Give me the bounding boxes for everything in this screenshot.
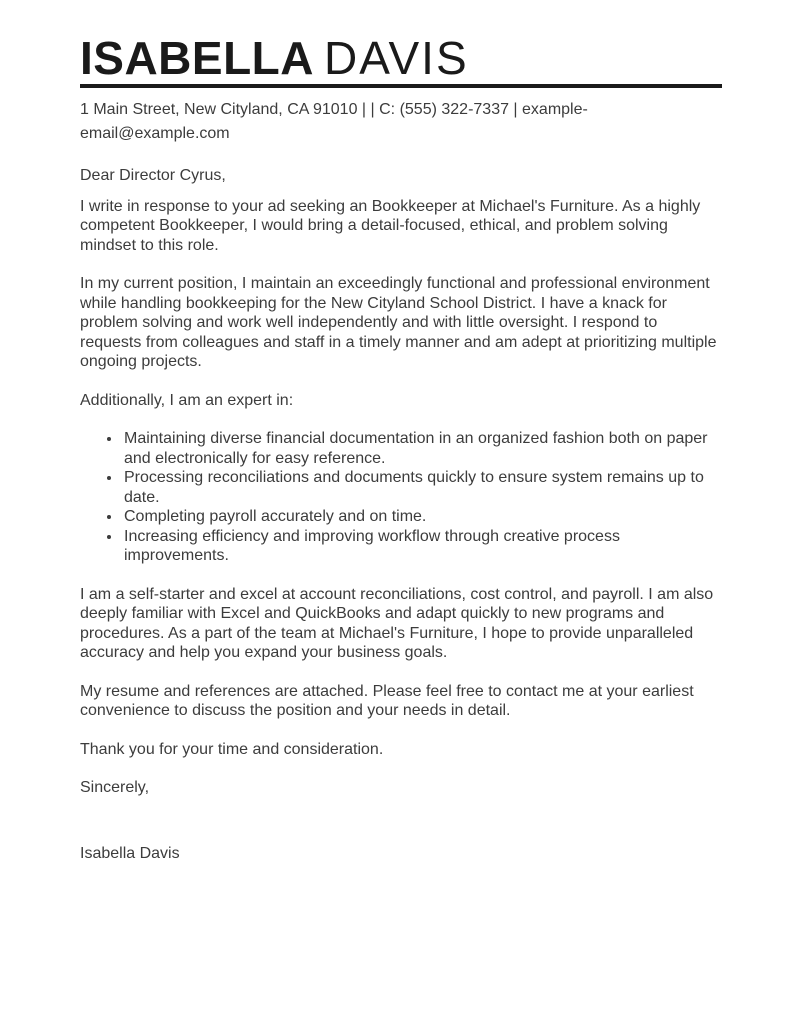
applicant-name	[80, 34, 722, 82]
letterhead	[80, 34, 722, 88]
paragraph-expert-intro: Additionally, I am an expert in:	[80, 391, 294, 409]
salutation: Dear Director Cyrus,	[80, 167, 226, 185]
paragraph-thanks: Thank you for your time and consideration.	[80, 740, 384, 758]
list-item: • Maintaining diverse financial documentation in an organized fashion both on paper and electronically for easy reference.	[122, 429, 722, 468]
list-item: • Completing payroll accurately and on time.	[122, 507, 722, 527]
paragraph-intro: I write in response to your ad seeking an Bookkeeper at Michael's Furniture. As a highly competent Bookkeeper, I would bring a detail-focused, ethical, and problem solving mindset to this role.	[80, 197, 701, 254]
applicant-first-name: ISABELLA	[80, 32, 314, 84]
expertise-bullet-list	[80, 429, 722, 566]
paragraph-attachment-note: My resume and references are attached. Please feel free to contact me at your earliest convenience to discuss the position and your needs in detail.	[80, 682, 694, 720]
contact-info-line: 1 Main Street, New Cityland, CA 91010 | | C: (555) 322-7337 | example-email@example.com	[80, 101, 588, 143]
paragraph-skills-summary: I am a self-starter and excel at account reconciliations, cost control, and payroll. I am also deeply familiar with Excel and QuickBooks and adapt quickly to new programs and procedures. As a part of the team at Michael's Furniture, I hope to provide unparalleled accuracy and help you expand your business goals.	[80, 585, 714, 662]
valediction: Sincerely,	[80, 779, 150, 797]
paragraph-current-position: In my current position, I maintain an exceedingly functional and professional environment while handling bookkeeping for the New Cityland School District. I have a knack for problem solving and work well independently and with little oversight. I respond to requests from colleagues and staff in a timely manner and am adept at prioritizing multiple ongoing projects.	[80, 275, 717, 371]
list-item: • Increasing efficiency and improving workflow through creative process improvements.	[122, 527, 722, 566]
letter-body	[80, 166, 722, 863]
applicant-last-name: DAVIS	[324, 32, 469, 84]
signature-name: Isabella Davis	[80, 844, 180, 862]
list-item: • Processing reconciliations and documents quickly to ensure system remains up to date.	[122, 468, 722, 507]
